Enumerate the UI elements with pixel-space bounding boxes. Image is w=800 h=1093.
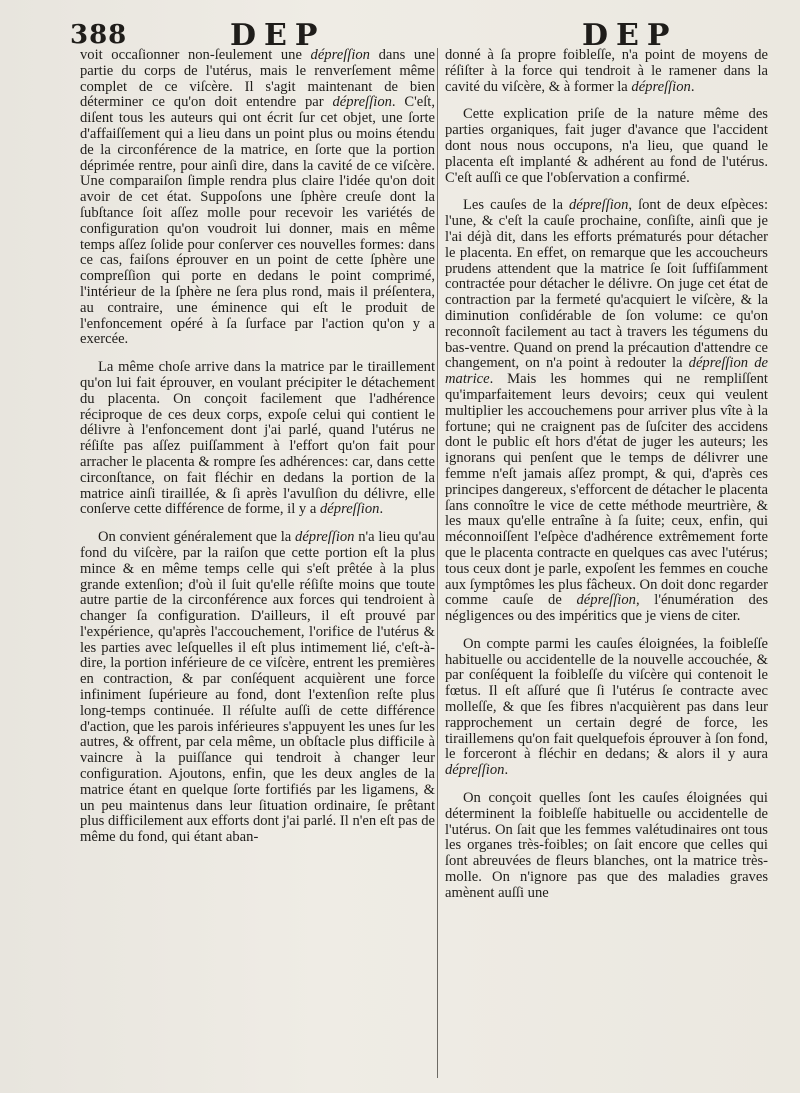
text-run: n'a lieu qu'au fond du viſcère, par la raiſon que cette portion eſt la plus mince & en même temps celle qui s'eſt prêtée à la plus grande extenſion; d'où il ſuit qu'elle réſiſte moins que toute autre partie de la circonférence aux forces qui tendroient à changer ſa configuration. D'ailleurs, il eſt prouvé par l'expérience, qu'après l'accouchement, l'orifice de l'utérus & les parties avec leſquelles il eſt plus intimement lié, c'eſt-à-dire, la portion inférieure de ce viſcère, entrent les premières en contraction, & par conſéquent acquièrent une force infiniment ſupérieure au fond, dont l'extenſion reſte plus long-temps continuée. Il réſulte auſſi de cette différence d'action, que les parois inférieures s'appuyent les unes ſur les autres, & offrent, par cela même, un obſtacle plus difficile à vaincre à la puiſſance qui tendroit à changer leur configuration. Ajoutons, enfin, que les deux angles de la matrice étant en quelque ſorte fortifiés par les ligamens, & un peu maintenus dans leur ſituation ordinaire, ſe prêtant plus difficilement aux efforts dont j'ai parlé. Il n'en eſt pas de même du fond, qui étant aban- (80, 529, 436, 846)
text-run: On convient généralement que la (98, 529, 296, 546)
italic-term: dépreſſion (310, 47, 370, 63)
paragraph (445, 107, 768, 186)
text-run: . C'eſt, diſent tous les auteurs qui ont écrit ſur cet objet, une ſorte d'affaiſſement qui a lieu dans un point plus ou moins étendu de la circonférence de la matrice, en ſorte que la portion déprimée rentre, pour ainſi dire, dans la cavité de ce viſcère. Une comparaiſon ſimple rendra plus claire l'idée qu'on doit avoir de cet état. Suppoſons une ſphère creuſe dont la ſubſtance ſoit aſſez molle pour recevoir les variétés de configuration qu'on voudroit lui donner, mais en même temps aſſez ſolide pour conſerver ces nouvelles formes: dans ce cas, faiſons éprouver en un point de cette ſphère une compreſſion qui porte en dedans le point comprimé, l'intérieur de la ſphère ne ſera plus rond, mais il préſentera, au contraire, une éminence qui eſt le produit de l'enfoncement opéré à ſa ſurface par l'action qu'on y a exercée. (80, 94, 435, 348)
paragraph (445, 637, 768, 779)
text-run: . (690, 78, 695, 95)
text-run: voit occaſionner non-ſeulement une (80, 47, 311, 63)
running-head-right: DEP (582, 18, 678, 53)
page-number: 388 (70, 20, 128, 50)
text-run: , l'énumération des négligences ou des impéritics que je viens de citer. (445, 592, 768, 625)
running-head-left: DEP (230, 18, 326, 53)
right-text-column (445, 48, 768, 914)
italic-term: dépreſſion (631, 78, 691, 95)
italic-term: dépreſſion (332, 94, 392, 111)
text-run: . Mais les hommes qui ne rempliſſent qu'imparfaitement leurs devoirs; ceux qui veulent multiplier les accouchemens pour arriver plus vîte à la fortune; qui ne craignent pas de ſuſciter des accidens dont le public eſt hors d'état de juger les auteurs; les ignorans qui penſent que le temps de délivrer une femme n'eſt jamais aſſez prompt, & qui, d'après ces principes dangereux, s'efforcent de détacher le placenta ſans connoître le vice de cette méthode meurtrière, & les maux qu'elle entraîne à ſa ſuite; ceux, enfin, qui méconnoiſſent l'eſpèce d'adhérence extrêmement forte que le placenta contracte en quelques cas avec l'utérus; tous ceux dont je parle, expoſent les femmes en couche aux ſymptômes les plus fâcheux. On doit donc regarder comme cauſe de (445, 371, 769, 609)
column-divider (437, 48, 438, 1078)
paragraph (445, 791, 768, 902)
italic-term: dépreſſion (295, 529, 355, 546)
italic-term: dépreſſion (568, 197, 629, 214)
italic-term: dépreſſion (576, 592, 636, 609)
italic-term: dépreſſion (320, 501, 380, 518)
italic-term: dépreſſion (445, 762, 505, 779)
text-run: Les cauſes de la (463, 197, 569, 214)
text-run: On compte parmi les cauſes éloignées, la foibleſſe habituelle ou accidentelle de la nouvelle accouchée, & par conſéquent la foibleſſe du viſcère qui contenoit le fœtus. Il eſt aſſuré que ſi l'utérus ſe contracte avec molleſſe, & que ſes fibres n'acquièrent pas dans leur rapprochement un certain degré de force, les tiraillemens qu'on fait quelquefois éprouver à ſon fond, le forceront à fléchir en dedans; & alors il y aura (445, 635, 768, 763)
text-run: . (504, 762, 509, 779)
text-run: dans une partie du corps de l'utérus, mais le renverſement même complet de ce viſcère. Il s'agit maintenant de bien déterminer ce qu'on doit entendre par (80, 47, 435, 111)
paragraph (80, 530, 435, 846)
text-run: . (379, 501, 384, 518)
paragraph (80, 360, 435, 518)
paragraph (445, 198, 768, 625)
text-run: , ſont de deux eſpèces: l'une, & c'eſt la cauſe prochaine, conſiſte, ainſi que je l'ai déjà dit, dans les efforts prématurés pour détacher le placenta. En effet, on remarque que les accoucheurs prudens attendent que la matrice ſe ſoit ſuffiſamment contractée pour détacher le délivre. On juge cet état de contraction par la fermeté qu'acquiert le viſcère, & la diminution conſidérable de ſon volume: ce qu'on reconnoît facilement au tact à travers les tégumens du bas-ventre. Quand on prend la précaution d'attendre ce changement, on n'a point à redouter la (445, 197, 768, 372)
paragraph (80, 48, 435, 348)
left-text-column (80, 48, 435, 858)
text-run: On conçoit quelles ſont les cauſes éloignées qui déterminent la foibleſſe habituelle ou accidentelle de l'utérus. On ſait que les femmes valétudinaires ont tous les organes très-foibles; on ſait encore que celles qui ſont abreuvées de fleurs blanches, ont la matrice très-molle. On n'ignore pas que des maladies graves amènent auſſi une (445, 790, 768, 901)
text-run: La même choſe arrive dans la matrice par le tiraillement qu'on lui fait éprouver, en voulant précipiter le détachement du placenta. On conçoit facilement que l'adhérence réciproque de ces deux corps, expoſe celui qui contient le délivre à l'enfoncement dont j'ai parlé, quand l'utérus ne réſiſte pas aſſez puiſſamment à l'effort qu'on fait pour arracher le placenta & rompre ſes adhérences: car, dans cette circonſtance, on fait fléchir en dedans la portion de la matrice ainſi tiraillée, & ſi après l'avulſion du délivre, elle conſerve cette différence de forme, il y a (80, 359, 435, 518)
paragraph (445, 48, 768, 95)
italic-term: dépreſſion de matrice (445, 355, 768, 388)
text-run: donné à ſa propre foibleſſe, n'a point de moyens de réſiſter à la force qui tendroit à le ramener dans la cavité du viſcère, & à former la (445, 47, 768, 95)
text-run: Cette explication priſe de la nature même des parties organiques, fait juger d'avance que l'accident dont nous nous occupons, n'a lieu, que quand le placenta eſt implanté & adhérent au fond de l'utérus. C'eſt auſſi ce que l'obſervation a confirmé. (445, 106, 768, 186)
